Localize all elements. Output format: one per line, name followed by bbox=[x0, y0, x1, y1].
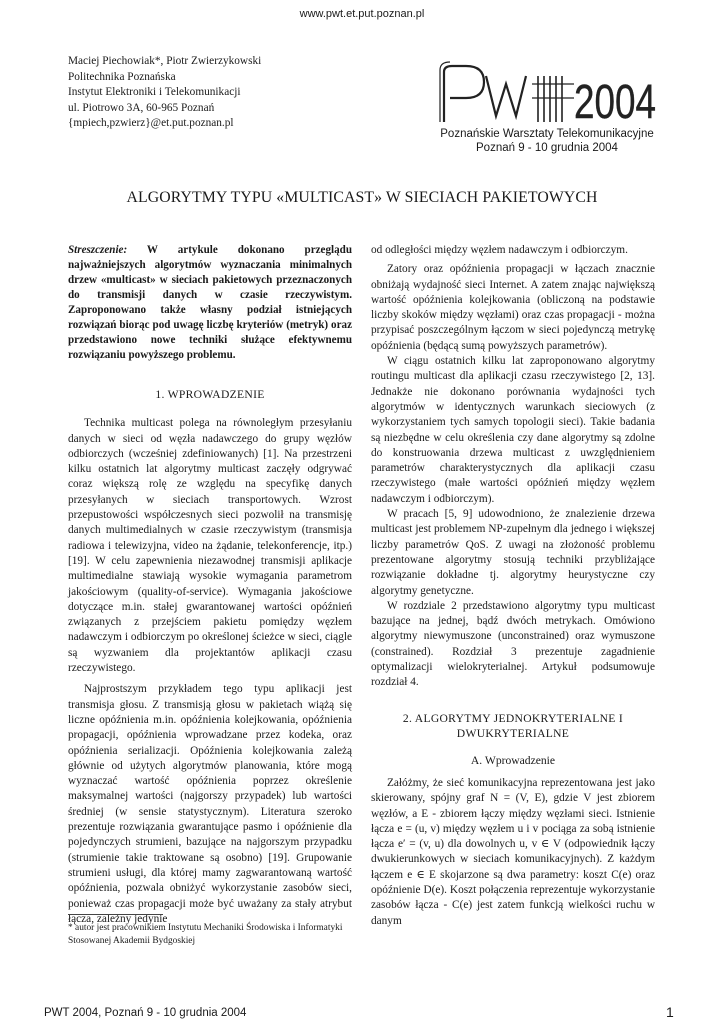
author-university: Politechnika Poznańska bbox=[68, 70, 176, 83]
logo-mark: PWT bbox=[436, 62, 439, 63]
abstract-text: W artykule dokonano przeglądu najważniejszych algorytmów wyznaczania minimalnych drzew «multicast» w sieciach pakietowych przeznaczonych do transmisji danych w czasie rzeczywistym. Zaproponowano także własny podział istniejących rozwiązań biorąc pod uwagę liczbę kryteriów (metryk) oraz przedstawiono nowe techniki służące efektywnemu rozwiązaniu powyższego problemu. bbox=[68, 244, 352, 361]
subsection-a-heading: A. Wprowadzenie bbox=[470, 753, 556, 767]
section-1-paragraph-2: Najprostszym przykładem tego typu aplikacji jest transmisja głosu. Z transmisją głosu w pakietach wiążą się liczne opóźnienia m.in. opóźnienia kolejkowania, opóźnienia propagacji, opóźnienia wprowadzane przez kodeka, oraz opóźnienia serializacji. Opóźnienia kolejkowania zależą głównie od użytych algorytmów planowania, które mogą wyznaczać wartość opóźnienia poprzez określenie maksymalnej wartości (najgorszy przypadek) lub wartości średniej (w sensie statystycznym). Literatura szeroko prezentuje rozwiązania gwarantujące pasmo i opóźnienie dla pojedynczych strumieni, bazujące na najgorszym przypadku (strumienie takie traktowane są osobno) [19]. Grupowanie strumieni usługi, dla której mamy zagwarantowaną wartość opóźnienia, pozwala obniżyć wykorzystanie zasobów sieci, ponieważ czas propagacji może być uważany za stały atrybut łącza, zależny jedynie bbox=[68, 683, 352, 925]
paper-title: ALGORYTMY TYPU «MULTICAST» W SIECIACH PAKIETOWYCH bbox=[126, 189, 598, 206]
conference-date: Poznań 9 - 10 grudnia 2004 bbox=[476, 142, 618, 154]
right-paragraph-4: W pracach [5, 9] udowodniono, że znalezienie drzewa multicast jest problemem NP-zupełnym dla jednego i większej liczby parametrów QoS. Z uwagi na złożoność problemu prezentowane algorytmy stosują techniki przybliżające rozwiązanie dokładne tj. algorytmy heurystyczne czy algorytmy genetyczne. bbox=[371, 508, 655, 597]
section-2-heading-line-2: DWUKRYTERIALNE bbox=[456, 726, 570, 740]
logo-caption bbox=[436, 127, 658, 155]
section-1-heading: 1. WPROWADZENIE bbox=[155, 388, 265, 401]
header-url: www.pwt.et.put.poznan.pl bbox=[299, 8, 425, 20]
author-names: Maciej Piechowiak*, Piotr Zwierzykowski bbox=[68, 55, 262, 67]
author-email: {mpiech,pzwierz}@et.put.poznan.pl bbox=[68, 117, 234, 129]
conference-name: Poznańskie Warsztaty Telekomunikacyjne bbox=[440, 128, 654, 140]
logo-year: 2004 bbox=[574, 76, 656, 129]
section-1-paragraph-1: Technika multicast polega na równoległym przesyłaniu danych w sieci od węzła nadawczego do grupy węzłów odbiorczych (wcześniej zdefiniowanych) [1]. Na przestrzeni kilku ostatnich lat algorytmy multicast zaczęły odgrywać coraz większą rolę ze względu na specyfikę danych przesyłanych w sieciach transportowych. Wzrost przepustowości współczesnych sieci pozwolił na transmisję danych multimedialnych w czasie rzeczywistym (transmisja radiowa i telewizyjna, video na żądanie, telekonferencje, itp.) [19]. W celu zapewnienia niezawodnej transmisji aplikacje multimedialne stawiają wysokie wymagania parametrom jakościowym (quality-of-service). Wymagania jakościowe dotyczące m.in. stałej gwarantowanej wartości opóźnień związanych z przejściem pakietu pomiędzy węzłem nadawczym i odbiorczym po określonej ścieżce w sieci, ciągle są wyzwaniem dla projektantów aplikacji czasu rzeczywistego. bbox=[68, 417, 352, 675]
author-institute: Instytut Elektroniki i Telekomunikacji bbox=[68, 86, 241, 98]
right-paragraph-6: Załóżmy, że sieć komunikacyjna reprezentowana jest jako skierowany, spójny graf N = (V, E), gdzie V jest zbiorem węzłów, a E - zbiorem łączy między węzłami sieci. Istnienie łącza e = (u, v) między węzłem u i v pociąga za sobą istnienie łącza e′ = (v, u) dla dowolnych u, v ∈ V (odpowiednik łączy dwukierunkowych w sieciach komunikacyjnych). Z każdym łączem e ∈ E skojarzone są dwa parametry: koszt C(e) oraz opóźnienie D(e). Koszt połączenia reprezentuje wykorzystanie zasobów łącza - C(e) jest zatem funkcją wielkości ruchu w danym bbox=[371, 776, 655, 927]
right-paragraph-3: W ciągu ostatnich kilku lat zaproponowano algorytmy routingu multicast dla aplikacji czasu rzeczywistego [2, 13]. Jednakże nie dokonano porównania wydajności tych algorytmów w identycznych warunkach sieciowych (z wykorzystaniem tych samych topologii sieci). Takie badania są niezbędne w celu określenia czy dane algorytmy są zdolne do konstruowania drzewa multicast z uwzględnieniem parametrów charakterystycznych dla aplikacji czasu rzeczywistego (małe wartości opóźnień między węzłem nadawczym i odbiorczym). bbox=[371, 355, 655, 505]
section-2-heading bbox=[371, 711, 655, 741]
right-paragraph-1: od odległości między węzłem nadawczym i odbiorczym. bbox=[371, 244, 628, 256]
right-column bbox=[371, 243, 655, 929]
page-number: 1 bbox=[666, 1004, 674, 1020]
right-paragraph-5: W rozdziale 2 przedstawiono algorytmy typu multicast bazujące na jednej, bądź dwóch metrykach. Omówiono algorytmy niewymuszone (unconstrained) oraz wymuszone (constrained). Rozdział 3 prezentuje zagadnienie optymalizacji wielokryterialnej. Artykuł podsumowuje rozdział 4. bbox=[371, 599, 655, 689]
right-paragraph-2: Zatory oraz opóźnienia propagacji w łączach znacznie obniżają wydajność sieci Internet. A zatem znając największą wartość opóźnienia kolejkowania (obliczoną na podstawie liczby skoków między węzłami) oraz czas propagacji - można przypisać poszczególnym łączom w sieci pojedynczą metrykę opóźnienia (będącą sumą powyższych parametrów). bbox=[371, 263, 655, 352]
section-2-heading-line-1: 2. ALGORYTMY JEDNOKRYTERIALNE I bbox=[402, 711, 624, 725]
left-column bbox=[68, 243, 352, 927]
abstract-label: Streszczenie: bbox=[68, 244, 128, 256]
author-address: ul. Piotrowo 3A, 60-965 Poznań bbox=[68, 101, 215, 114]
footnote: * autor jest pracownikiem Instytutu Mechaniki Środowiska i Informatyki Stosowanej Akademii Bydgoskiej bbox=[68, 923, 343, 946]
conference-logo bbox=[436, 62, 658, 155]
abstract bbox=[68, 243, 352, 363]
footer-conference: PWT 2004, Poznań 9 - 10 grudnia 2004 bbox=[44, 1007, 247, 1019]
pwt-logo-graphic bbox=[436, 62, 658, 129]
footnote-rule bbox=[68, 914, 163, 915]
author-block bbox=[68, 54, 261, 132]
